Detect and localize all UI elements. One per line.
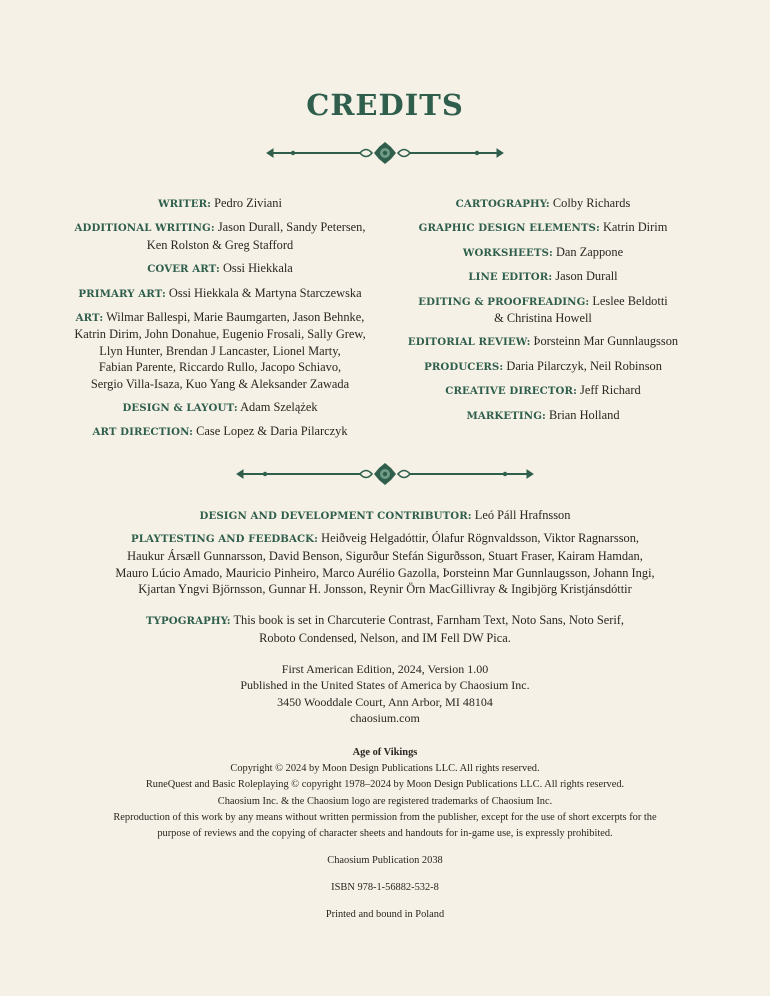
credit-marketing: MARKETING: Brian Holland <box>466 407 620 422</box>
left-credits-column <box>60 195 380 448</box>
page-title: CREDITS <box>306 88 464 122</box>
credit-worksheets: WORKSHEETS: Dan Zappone <box>462 244 624 259</box>
credit-cartography: CARTOGRAPHY: Colby Richards <box>455 196 631 210</box>
contributor-credit: DESIGN AND DEVELOPMENT CONTRIBUTOR: Leó Páll Hrafnsson <box>199 508 571 522</box>
credit-line-editor: LINE EDITOR: Jason Durall <box>468 269 618 284</box>
credit-editing: EDITING & PROOFREADING: Leslee Beldotti & Christina Howell <box>418 293 668 326</box>
legal-notice: Age of Vikings Copyright © 2024 by Moon Design Publications LLC. All rights reserved. RuneQuest and Basic Roleplaying © copyright 1978–2024 by Moon Design Publications LLC. All rights reserved. Chaosium Inc. & the Chaosium logo are registered trademarks of Chaosium Inc. Reproduction of this work by any means without written permission from the publisher, except for the use of short excerpts for the purpose of reviews and the copying of character sheets and handouts for in-game use, is expressly prohibited. <box>113 747 657 840</box>
isbn: ISBN 978-1-56882-532-8 <box>331 882 439 893</box>
credit-primary-art: PRIMARY ART: Ossi Hiekkala & Martyna Starczewska <box>78 285 362 300</box>
book-title: Age of Vikings <box>352 747 418 758</box>
credit-writer: WRITER: Pedro Ziviani <box>158 196 282 210</box>
credit-editorial-review: EDITORIAL REVIEW: Þorsteinn Mar Gunnlaugsson <box>407 334 679 349</box>
top-divider <box>0 140 770 171</box>
credit-creative-director: CREATIVE DIRECTOR: Jeff Richard <box>445 383 641 398</box>
credit-cover-art: COVER ART: Ossi Hiekkala <box>147 261 293 276</box>
credit-graphic-design: GRAPHIC DESIGN ELEMENTS: Katrin Dirim <box>418 220 668 235</box>
edition-info: First American Edition, 2024, Version 1.00 Published in the United States of America by Chaosium Inc. 3450 Wooddale Court, Ann Arbor, MI 48104 chaosium.com <box>240 662 530 726</box>
credit-art-direction: ART DIRECTION: Case Lopez & Daria Pilarczyk <box>92 424 348 439</box>
printed-location: Printed and bound in Poland <box>325 909 445 920</box>
credit-additional-writing: ADDITIONAL WRITING: Jason Durall, Sandy Petersen, Ken Rolston & Greg Stafford <box>74 220 366 252</box>
typography-credit: TYPOGRAPHY: This book is set in Charcuterie Contrast, Farnham Text, Noto Sans, Noto Serif, Roboto Condensed, Nelson, and IM Fell DW Pica. <box>145 613 625 645</box>
right-credits-column <box>398 195 688 431</box>
publication-number: Chaosium Publication 2038 <box>327 855 443 866</box>
credit-design-layout: DESIGN & LAYOUT: Adam Szelążek <box>122 400 318 415</box>
middle-divider <box>0 461 770 492</box>
credit-producers: PRODUCERS: Daria Pilarczyk, Neil Robinson <box>424 358 662 373</box>
credit-art: ART: Wilmar Ballespi, Marie Baumgarten, Jason Behnke, Katrin Dirim, John Donahue, Eugenio Frosali, Sally Grew, Llyn Hunter, Brendan J Lancaster, Lionel Marty, Fabian Parente, Riccardo Rullo, Jacopo Schiavo, Sergio Villa-Isaza, Kuo Yang & Aleksander Zawada <box>74 310 366 391</box>
knotwork-divider-icon <box>265 140 505 166</box>
knotwork-divider-icon <box>235 461 535 487</box>
playtesting-credit: PLAYTESTING AND FEEDBACK: Heiðveig Helgadóttir, Ólafur Rögnvaldsson, Viktor Ragnarsson, Haukur Ársæll Gunnarsson, David Benson, Sigurður Stefán Sigurðsson, Stuart Fraser, Kairam Hamdan, Mauro Lúcio Amado, Mauricio Pinheiro, Marco Aurélio Gazolla, Þorsteinn Mar Gunnlaugsson, Johann Ingi, Kjartan Yngvi Björnsson, Gunnar H. Jonsson, Reynir Örn MacGillivray & Ingibjörg Kristjánsdóttir <box>115 531 655 597</box>
